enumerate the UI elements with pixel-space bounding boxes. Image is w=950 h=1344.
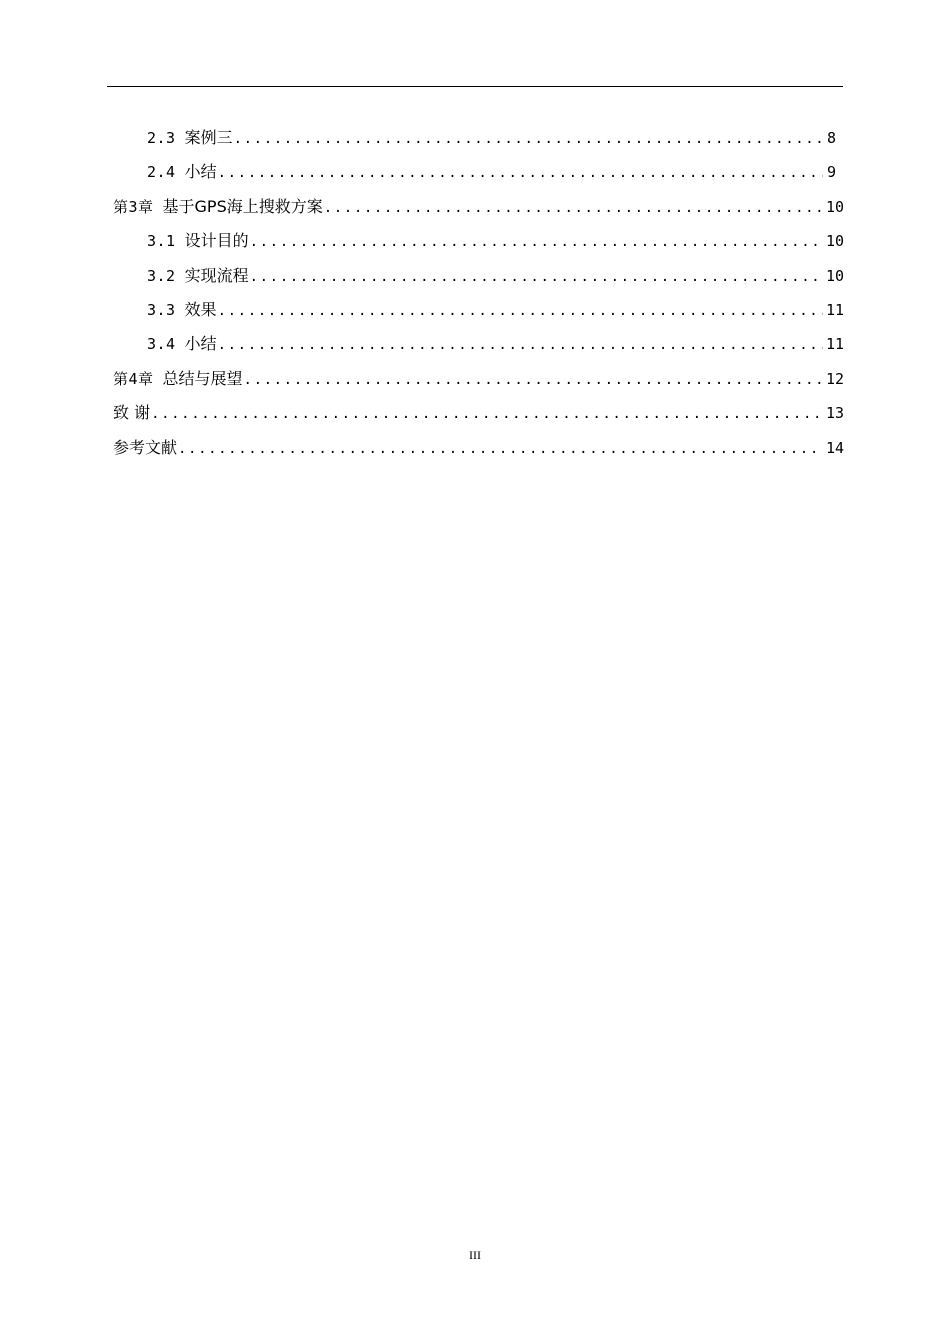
toc-entry-3-1[interactable] (113, 224, 845, 258)
toc-entry-number: 3.3 (147, 300, 176, 319)
toc-entry-page: 8 (826, 129, 836, 147)
footer-page-number: III (469, 1248, 481, 1262)
toc-dot-leader (250, 260, 823, 294)
toc-entry-page: 14 (826, 438, 845, 457)
toc-dot-leader (234, 122, 823, 156)
toc-dot-leader (244, 363, 823, 397)
toc-entry-title: 效果 (184, 299, 217, 319)
toc-dot-leader (218, 294, 823, 328)
toc-entry-title: 总结与展望 (162, 368, 243, 388)
toc-entry-3-3[interactable] (113, 293, 845, 327)
table-of-contents (113, 121, 845, 465)
toc-entry-2-4[interactable] (113, 155, 836, 189)
toc-entry-title: 小结 (184, 162, 217, 182)
toc-entry-number: 第4章 (113, 369, 154, 388)
toc-entry-number: 3.4 (147, 335, 176, 354)
toc-entry-page: 9 (826, 163, 836, 182)
toc-entry-chapter-4[interactable] (113, 362, 845, 396)
toc-entry-chapter-3[interactable] (113, 190, 845, 224)
toc-entry-3-4[interactable] (113, 327, 845, 361)
toc-entry-page: 11 (826, 300, 845, 319)
toc-entry-page: 10 (826, 232, 845, 251)
toc-dot-leader (324, 191, 823, 225)
toc-entry-references[interactable] (113, 431, 845, 465)
toc-entry-page: 11 (826, 335, 845, 354)
toc-entry-title: 案例三 (184, 128, 233, 147)
toc-entry-title: 设计目的 (184, 231, 249, 251)
toc-dot-leader (250, 225, 823, 259)
toc-entry-number: 2.3 (147, 129, 176, 147)
toc-entry-number: 3.2 (147, 266, 176, 285)
toc-entry-title: 小结 (184, 334, 217, 354)
toc-dot-leader (218, 328, 823, 362)
toc-entry-3-2[interactable] (113, 259, 845, 293)
toc-entry-page: 12 (826, 369, 845, 388)
toc-dot-leader (151, 397, 823, 431)
toc-dot-leader (178, 432, 823, 466)
toc-entry-number: 2.4 (147, 163, 176, 182)
toc-entry-number: 第3章 (113, 197, 154, 216)
toc-entry-title: 实现流程 (184, 265, 249, 285)
toc-dot-leader (218, 156, 823, 190)
header-rule (107, 86, 843, 87)
toc-entry-page: 10 (826, 266, 845, 285)
toc-entry-acknowledgements[interactable] (113, 396, 845, 430)
toc-entry-page: 10 (826, 197, 845, 216)
toc-entry-title: 基于GPS海上搜救方案 (162, 196, 323, 216)
toc-entry-title: 参考文献 (113, 437, 178, 457)
toc-entry-2-3[interactable] (113, 121, 836, 155)
toc-entry-number: 3.1 (147, 232, 176, 251)
toc-entry-page: 13 (826, 404, 845, 423)
toc-entry-title: 致 谢 (113, 403, 151, 423)
